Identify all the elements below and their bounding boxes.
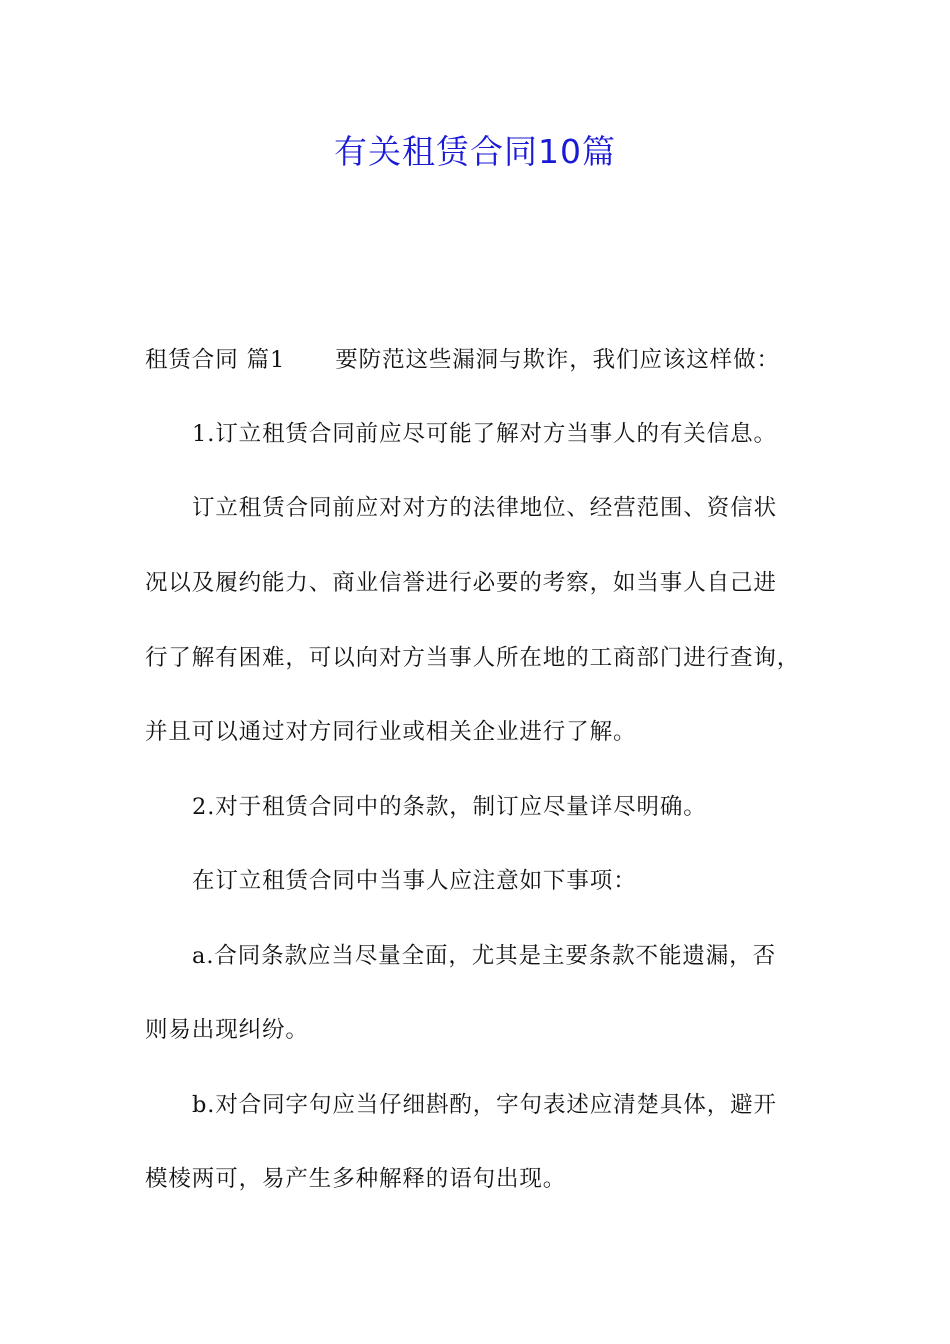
section-label: 租赁合同 篇1 (145, 347, 286, 373)
paragraph-line: 订立租赁合同前应对对方的法律地位、经营范围、资信状 (192, 495, 778, 521)
paragraph-line: b.对合同字句应当仔细斟酌，字句表述应清楚具体，避开 (192, 1092, 777, 1118)
paragraph-line: 模棱两可，易产生多种解释的语句出现。 (145, 1166, 567, 1192)
section-first-line (145, 344, 780, 376)
paragraph-line: 在订立租赁合同中当事人应注意如下事项： (192, 868, 637, 894)
paragraph-line: 况以及履约能力、商业信誉进行必要的考察，如当事人自己进 (145, 570, 777, 596)
paragraph-line: 2.对于租赁合同中的条款，制订应尽量详尽明确。 (192, 794, 707, 820)
paragraph-line: 行了解有困难，可以向对方当事人所在地的工商部门进行查询， (145, 645, 801, 671)
paragraph-line: 则易出现纠纷。 (145, 1017, 309, 1043)
paragraph-line: 要防范这些漏洞与欺诈，我们应该这样做： (335, 347, 780, 373)
paragraph-line: 并且可以通过对方同行业或相关企业进行了解。 (145, 719, 637, 745)
paragraph-line: a.合同条款应当尽量全面，尤其是主要条款不能遗漏，否 (192, 943, 776, 969)
document-title: 有关租赁合同10篇 (334, 132, 616, 171)
paragraph-line: 1.订立租赁合同前应尽可能了解对方当事人的有关信息。 (192, 421, 777, 447)
